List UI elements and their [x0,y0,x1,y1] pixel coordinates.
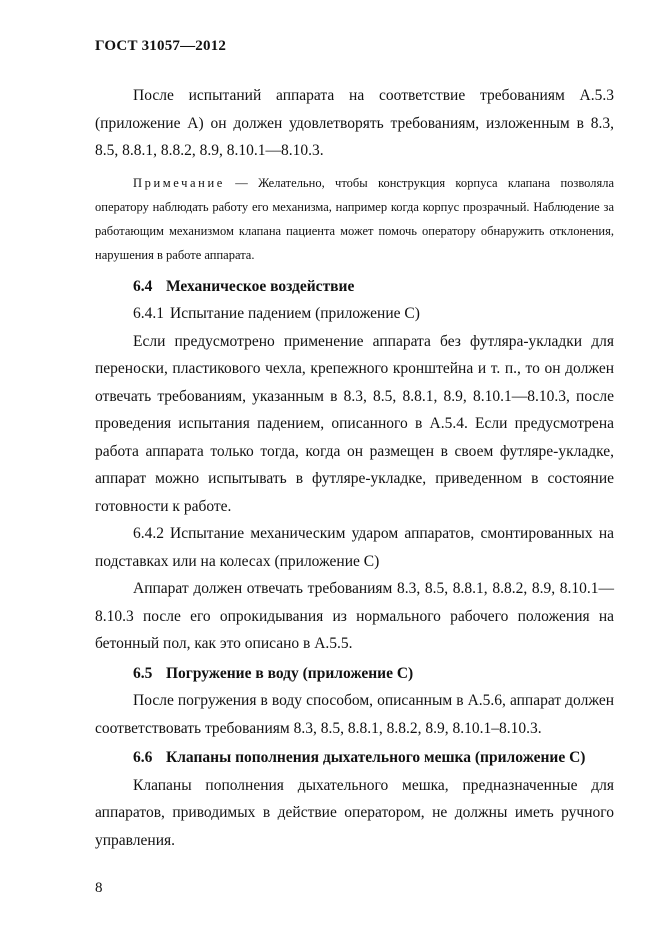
page-header-standard: ГОСТ 31057—2012 [95,38,227,54]
paragraph-drop-test: Если предусмотрено применение аппарата без футляра-укладки для переноски, пластикового чехла, крепежного кронштейна и т. п., то он должен отвечать требованиям, указанным в 8.3, 8.5, 8.8.1, 8.9, 8.10.1—8.10.3, после проведения испытания падением, описанного в А.5.4. Если предусмотрена работа аппарата только тогда, когда он размещен в своем футляре-укладке, аппарат можно испытывать в футляре-укладке, приведенном в состояние готовности к работе. [95,332,614,515]
subsection-heading-6-4-1 [95,300,614,328]
subsection-heading-6-4-2 [95,520,614,575]
section-title: Клапаны пополнения дыхательного мешка (приложение С) [166,749,586,766]
section-heading-6-4 [95,273,614,301]
subsection-title: Испытание механическим ударом аппаратов, смонтированных на подставках или на колесах (приложение С) [95,525,614,570]
section-number: 6.4 [133,277,153,295]
paragraph-refill-valves: Клапаны пополнения дыхательного мешка, предназначенные для аппаратов, приводимых в действие оператором, не должны иметь ручного управления. [95,776,614,849]
page-number: 8 [95,880,103,896]
subsection-number: 6.4.2 [133,525,164,542]
note-paragraph [95,171,614,267]
section-title: Погружение в воду (приложение С) [166,664,414,682]
section-number: 6.5 [133,664,153,682]
paragraph-impact-test: Аппарат должен отвечать требованиям 8.3, 8.5, 8.8.1, 8.8.2, 8.9, 8.10.1—8.10.3 после его опрокидывания из нормального рабочего положения на бетонный пол, как это описано в А.5.5. [95,580,614,652]
paragraph-water-immersion: После погружения в воду способом, описанным в А.5.6, аппарат должен соответствовать требованиям 8.3, 8.5, 8.8.1, 8.8.2, 8.9, 8.10.1–8.10.3. [95,692,614,737]
subsection-number: 6.4.1 [133,305,164,322]
section-number: 6.6 [133,749,153,766]
note-label: Примечание [133,175,225,190]
section-heading-6-6 [95,744,614,772]
subsection-title: Испытание падением (приложение С) [170,305,420,322]
paragraph-after-tests: После испытаний аппарата на соответствие требованиям А.5.3 (приложение А) он должен удовлетворять требованиям, изложенным в 8.3, 8.5, 8.8.1, 8.8.2, 8.9, 8.10.1—8.10.3. [95,87,614,159]
section-title: Механическое воздействие [166,277,355,295]
section-heading-6-5 [95,660,614,688]
page-content [95,82,614,854]
note-text: — Желательно, чтобы конструкция корпуса клапана позволяла оператору наблюдать работу его механизма, например когда корпус прозрачный. Наблюдение за работающим механизмом клапана пациента может помочь оператору обнаружить отклонения, нарушения в работе аппарата. [95,175,614,262]
